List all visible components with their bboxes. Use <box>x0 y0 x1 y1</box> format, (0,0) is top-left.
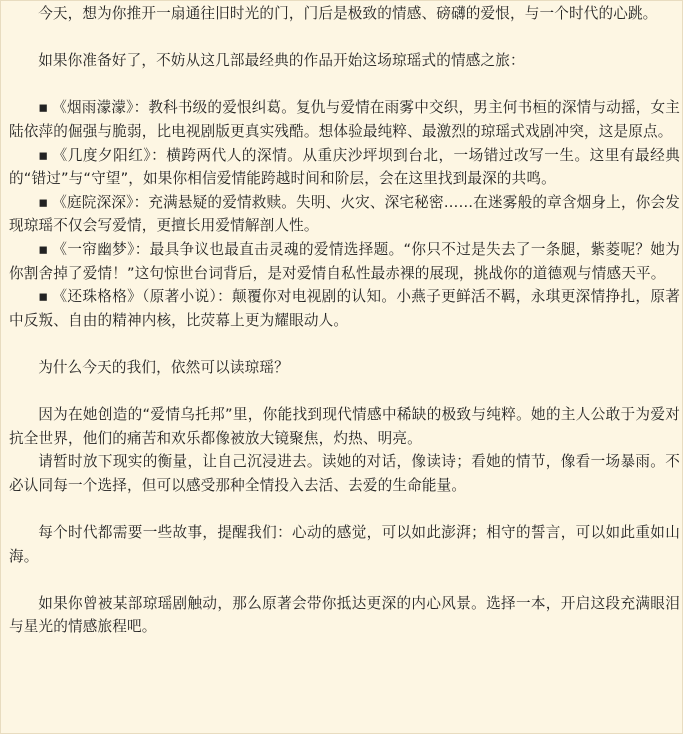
paragraph-spacer <box>9 380 680 404</box>
book-item-yanyu <box>9 96 680 143</box>
paragraph-spacer <box>9 568 680 592</box>
book-item-tingyuan <box>9 191 680 238</box>
intro-paragraph: 今天，想为你推开一扇通往旧时光的门，门后是极致的情感、磅礴的爱恨，与一个时代的心跳。 <box>38 5 658 22</box>
book-item-text: 《一帘幽梦》：最具争议也最直击灵魂的爱情选择题。“你只不过是失去了一条腿，紫菱呢？她为你割舍掉了爱情！”这句惊世台词背后，是对爱情自私性最赤裸的展现，挑战你的道德观与情感天平。 <box>9 240 680 282</box>
answer-paragraph-2: 请暂时放下现实的衡量，让自己沉浸进去。读她的对话，像读诗；看她的情节，像看一场暴雨。不必认同每一个选择，但可以感受那种全情投入去活、去爱的生命能量。 <box>9 453 680 494</box>
bullet-icon: ▪ <box>38 99 49 117</box>
book-item-jidu <box>9 144 680 191</box>
lead-paragraph: 如果你准备好了，不妨从这几部最经典的作品开始这场琼瑶式的情感之旅： <box>38 52 525 70</box>
book-item-text: 《还珠格格》（原著小说）：颠覆你对电视剧的认知。小燕子更鲜活不羁，永琪更深情挣扎，原著中反叛、自由的精神内核，比荧幕上更为耀眼动人。 <box>9 288 681 329</box>
book-item-huanzhu <box>9 285 680 332</box>
reminder-paragraph: 每个时代都需要一些故事，提醒我们：心动的感觉，可以如此澎湃；相守的誓言，可以如此重如山海。 <box>9 524 680 565</box>
answer-paragraph-1: 因为在她创造的“爱情乌托邦”里，你能找到现代情感中稀缺的极致与纯粹。她的主人公敢于为爱对抗全世界，他们的痛苦和欢乐都像被放大镜聚焦，灼热、明亮。 <box>9 406 680 447</box>
bullet-icon: ▪ <box>38 193 49 211</box>
paragraph-spacer <box>9 73 680 97</box>
book-item-yilian <box>9 238 680 285</box>
book-item-text: 《庭院深深》：充满悬疑的爱情救赎。失明、火灾、深宅秘密……在迷雾般的章含烟身上，你会发现琼瑶不仅会写爱情，更擅长用爱情解剖人性。 <box>9 193 681 235</box>
book-item-text: 《几度夕阳红》：横跨两代人的深情。从重庆沙坪坝到台北，一场错过改写一生。这里有最经典的“错过”与“守望”，如果你相信爱情能跨越时间和阶层，会在这里找到最深的共鸣。 <box>9 146 680 188</box>
bullet-icon: ▪ <box>38 288 49 306</box>
bullet-icon: ▪ <box>38 240 49 258</box>
question-heading: 为什么今天的我们，依然可以读琼瑶？ <box>38 358 289 376</box>
bullet-icon: ▪ <box>38 146 49 164</box>
closing-paragraph: 如果你曾被某部琼瑶剧触动，那么原著会带你抵达更深的内心风景。选择一本，开启这段充满眼泪与星光的情感旅程吧。 <box>9 594 680 636</box>
article-body <box>1 1 682 639</box>
paragraph-spacer <box>9 332 680 356</box>
paragraph-spacer <box>9 26 680 50</box>
paragraph-spacer <box>9 497 680 521</box>
book-item-text: 《烟雨濛濛》：教科书级的爱恨纠葛。复仇与爱情在雨雾中交织，男主何书桓的深情与动摇，女主陆依萍的倔强与脆弱，比电视剧版更真实残酷。想体验最纯粹、最激烈的琼瑶式戏剧冲突，这是原点。 <box>9 99 681 140</box>
